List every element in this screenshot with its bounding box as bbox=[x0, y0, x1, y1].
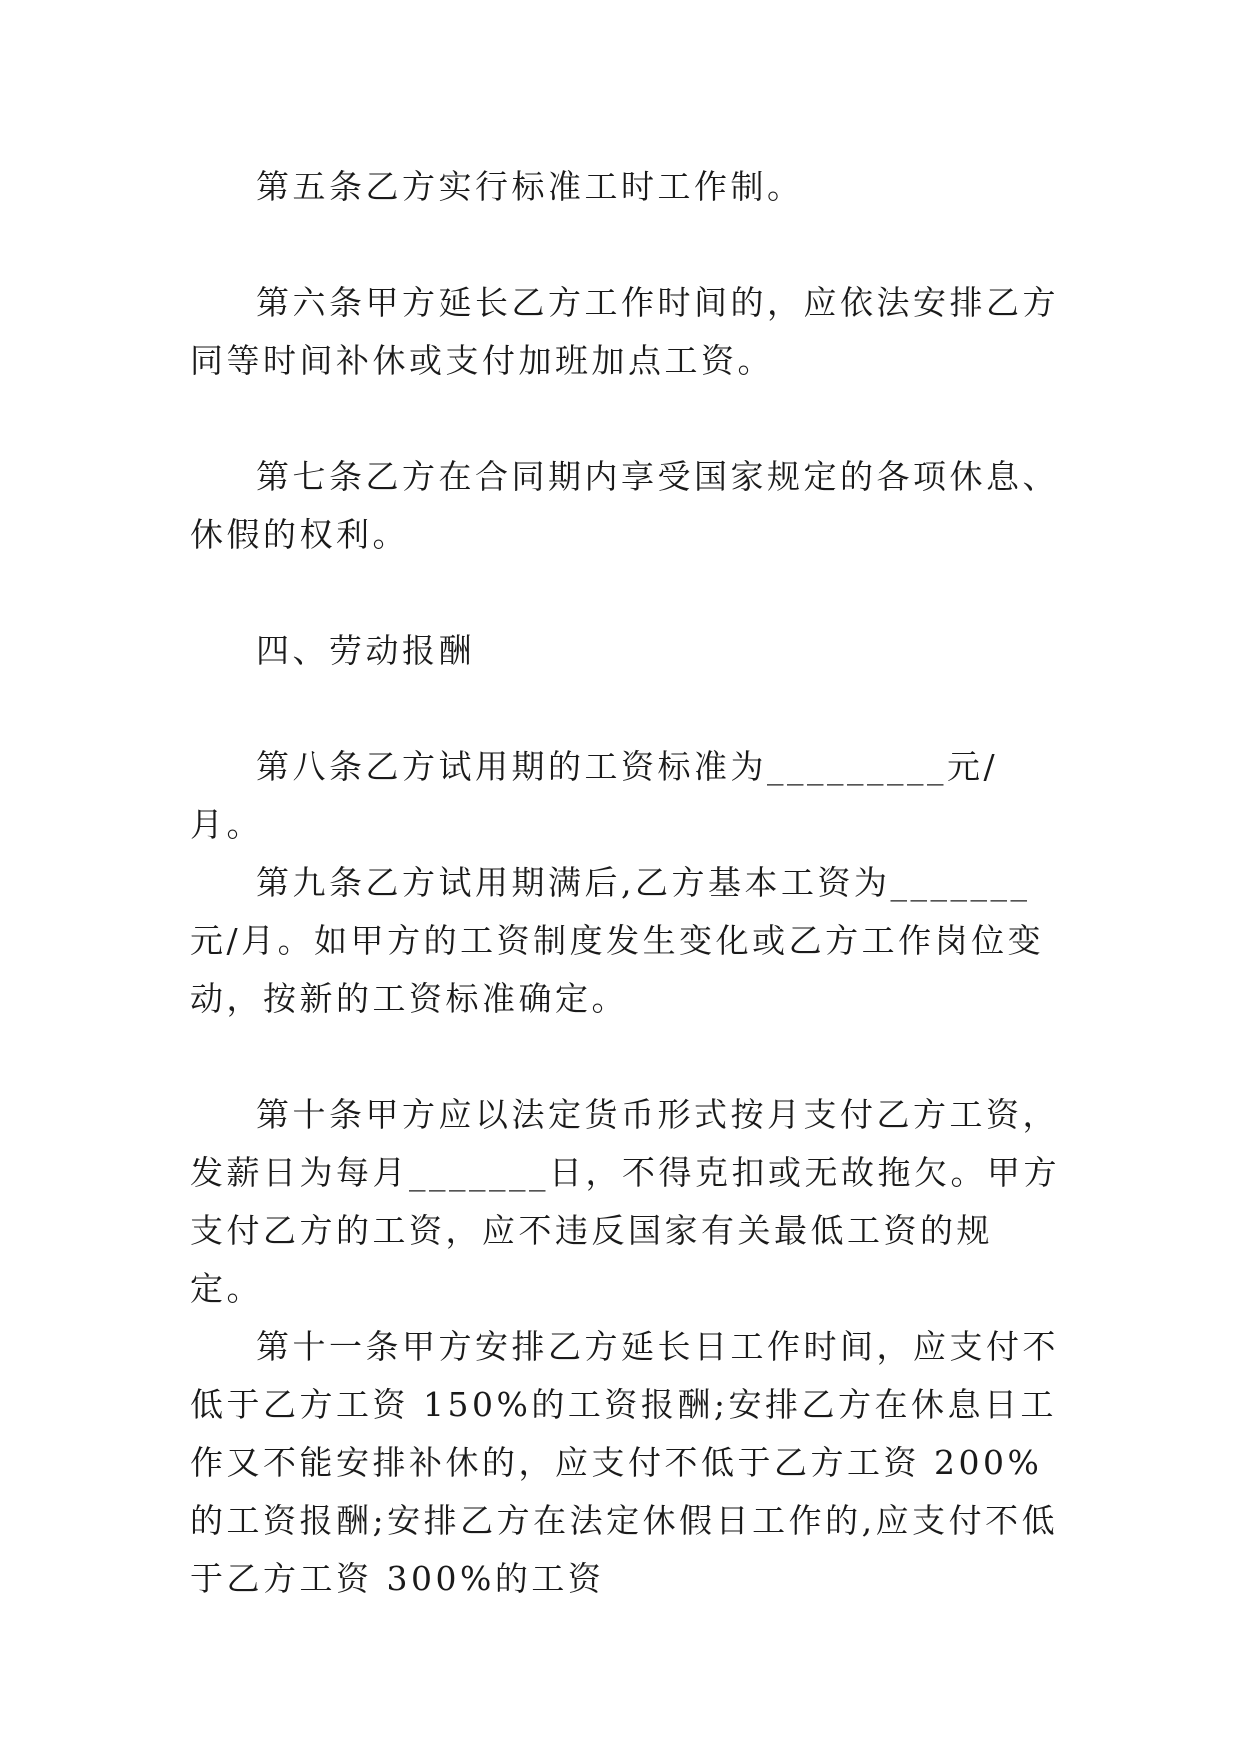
article-8-paragraph: 第八条乙方试用期的工资标准为_________元/月。 bbox=[190, 747, 999, 844]
article-6-paragraph: 第六条甲方延长乙方工作时间的，应依法安排乙方同等时间补休或支付加班加点工资。 bbox=[190, 283, 1059, 380]
section-heading-labor-remuneration: 四、劳动报酬 bbox=[256, 631, 475, 670]
article-7-paragraph: 第七条乙方在合同期内享受国家规定的各项休息、休假的权利。 bbox=[190, 457, 1059, 554]
article-10-paragraph: 第十条甲方应以法定货币形式按月支付乙方工资，发薪日为每月_______日，不得克扣或无故拖欠。甲方支付乙方的工资，应不违反国家有关最低工资的规定。 bbox=[190, 1095, 1060, 1308]
article-11-paragraph: 第十一条甲方安排乙方延长日工作时间，应支付不低于乙方工资 150%的工资报酬;安排乙方在休息日工作又不能安排补休的，应支付不低于乙方工资 200%的工资报酬;安排乙方在法定休假日工作的,应支付不低于乙方工资 300%的工资 bbox=[190, 1327, 1059, 1598]
article-5-paragraph: 第五条乙方实行标准工时工作制。 bbox=[256, 167, 804, 206]
article-9-paragraph: 第九条乙方试用期满后,乙方基本工资为_______元/月。如甲方的工资制度发生变化或乙方工作岗位变动，按新的工资标准确定。 bbox=[190, 863, 1045, 1018]
